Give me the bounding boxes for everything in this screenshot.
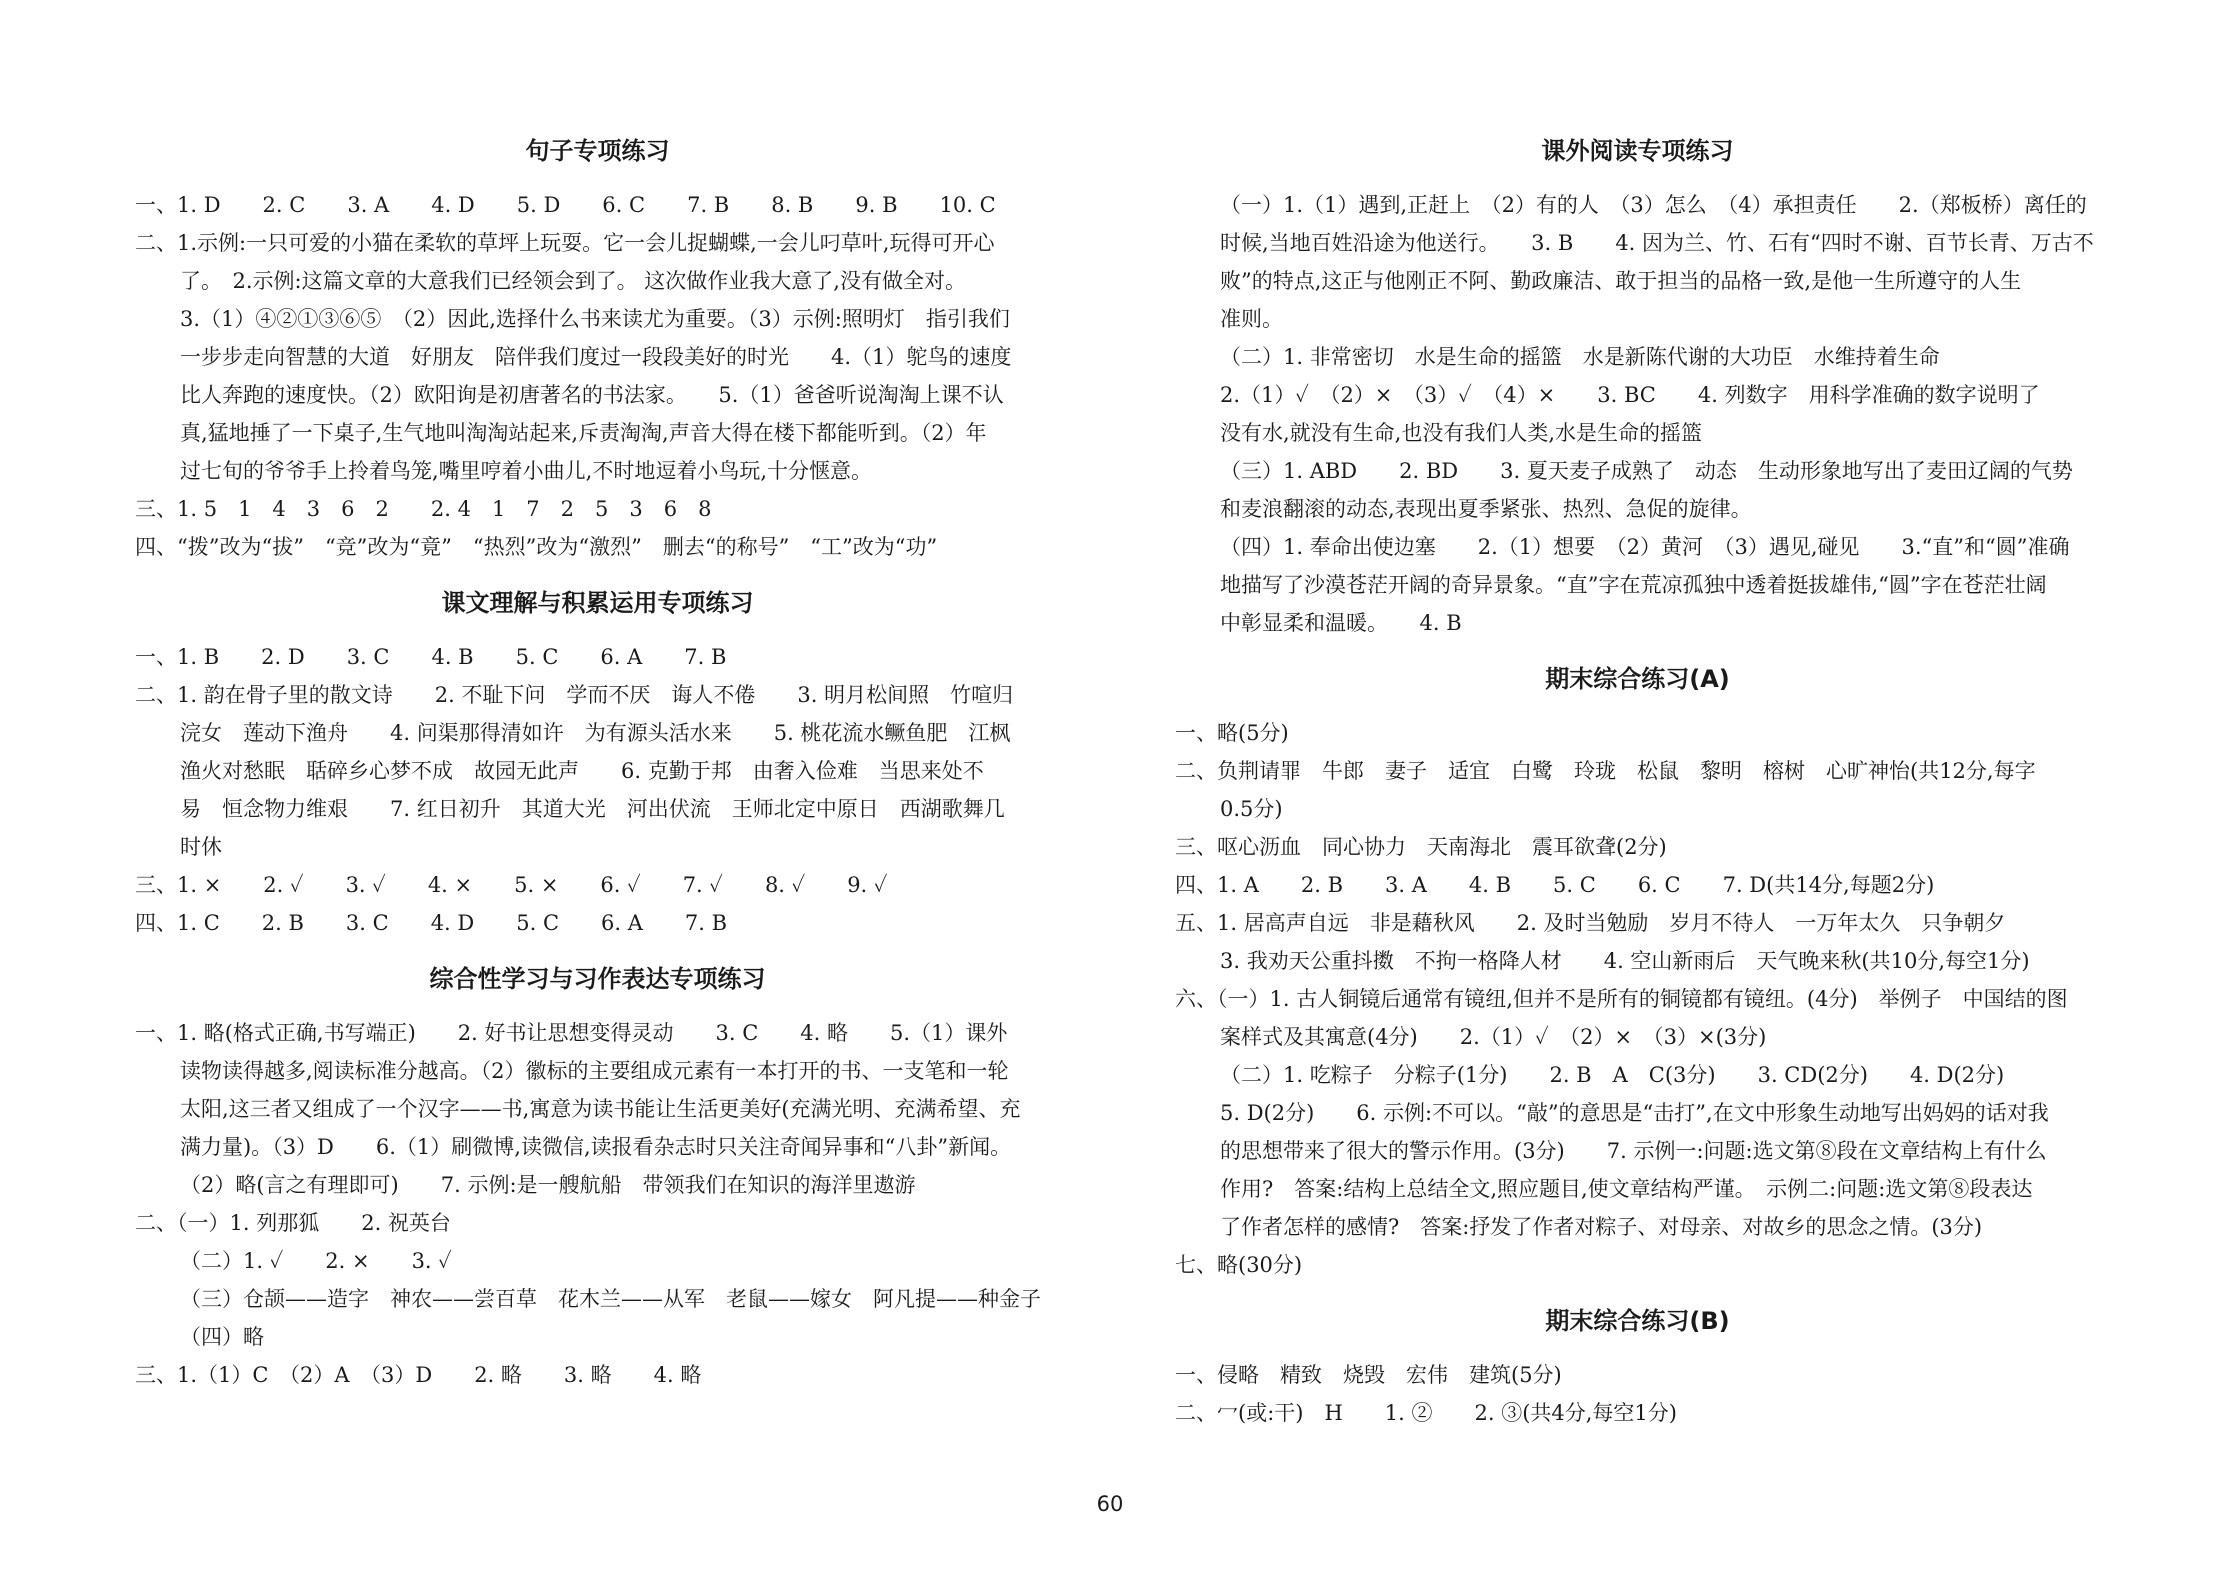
answer-line: 真,猛地捶了一下桌子,生气地叫淘淘站起来,斥责淘淘,声音大得在楼下都能听到。（2）年 (180, 421, 987, 445)
answer-line: 四、“拨”改为“拔” “竞”改为“竟” “热烈”改为“激烈” 删去“的称号” “工”改为“功” (135, 535, 938, 559)
answer-line: 一步步走向智慧的大道 好朋友 陪伴我们度过一段段美好的时光 4.（1）鸵鸟的速度 (180, 345, 1012, 369)
answer-line: 二、1. 韵在骨子里的散文诗 2. 不耻下问 学而不厌 诲人不倦 3. 明月松间照 竹喧归 (135, 683, 1014, 707)
answer-line: （四）略 (180, 1325, 264, 1349)
answer-line: 满力量)。（3）D 6.（1）刷微博,读微信,读报看杂志时只关注奇闻异事和“八卦”新闻。 (180, 1135, 1012, 1159)
answer-line: 时候,当地百姓沿途为他送行。 3. B 4. 因为兰、竹、石有“四时不谢、百节长青、万古不 (1220, 231, 2094, 255)
answer-line: 准则。 (1220, 307, 1283, 331)
answer-line: 过七旬的爷爷手上拎着鸟笼,嘴里哼着小曲儿,不时地逗着小鸟玩,十分惬意。 (180, 459, 873, 483)
answer-line: 读物读得越多,阅读标准分越高。（2）徽标的主要组成元素有一本打开的书、一支笔和一轮 (180, 1059, 1009, 1083)
section-title: 综合性学习与习作表达专项练习 (429, 965, 766, 993)
answer-line: 易 恒念物力维艰 7. 红日初升 其道大光 河出伏流 王师北定中原日 西湖歌舞几 (180, 797, 1005, 821)
answer-line: （二）1. 非常密切 水是生命的摇篮 水是新陈代谢的大功臣 水维持着生命 (1220, 345, 1940, 369)
answer-line: 渔火对愁眠 聒碎乡心梦不成 故园无此声 6. 克勤于邦 由奢入俭难 当思来处不 (180, 759, 984, 783)
answer-line: （2）略(言之有理即可) 7. 示例:是一艘航船 带领我们在知识的海洋里遨游 (180, 1173, 916, 1197)
answer-line: 了作者怎样的感情? 答案:抒发了作者对粽子、对母亲、对故乡的思念之情。(3分) (1220, 1215, 1983, 1239)
section-title: 期末综合练习(A) (1545, 665, 1730, 693)
answer-line: 五、1. 居高声自远 非是藉秋风 2. 及时当勉励 岁月不待人 一万年太久 只争朝夕 (1175, 911, 2006, 935)
answer-line: （二）1. ✓ 2. × 3. ✓ (180, 1249, 452, 1273)
answer-line: 和麦浪翻滚的动态,表现出夏季紧张、热烈、急促的旋律。 (1220, 497, 1752, 521)
answer-line: （一）1.（1）遇到,正赶上 （2）有的人 （3）怎么 （4）承担责任 2.（郑板桥）离任的 (1220, 193, 2087, 217)
answer-line: 作用? 答案:结构上总结全文,照应题目,使文章结构严谨。 示例二:问题:选文第⑧段表达 (1220, 1177, 2033, 1201)
answer-line: 案样式及其寓意(4分) 2.（1）✓ （2）× （3）×(3分) (1220, 1025, 1767, 1049)
section-title: 句子专项练习 (525, 137, 670, 165)
answer-line: 太阳,这三者又组成了一个汉字——书,寓意为读书能让生活更美好(充满光明、充满希望、充 (180, 1097, 1021, 1121)
answer-line: 三、1. 5 1 4 3 6 2 2. 4 1 7 2 5 3 6 8 (135, 497, 712, 521)
answer-line: 一、1. B 2. D 3. C 4. B 5. C 6. A 7. B (135, 645, 727, 669)
answer-line: 二、冖(或:干) H 1. ② 2. ③(共4分,每空1分) (1175, 1401, 1677, 1425)
answer-line: 四、1. A 2. B 3. A 4. B 5. C 6. C 7. D(共14分,每题2分) (1175, 873, 1935, 897)
answer-line: 三、1.（1）C （2）A （3）D 2. 略 3. 略 4. 略 (135, 1363, 702, 1387)
answer-line: （二）1. 吃粽子 分粽子(1分) 2. B A C(3分) 3. CD(2分) 4. D(2分) (1220, 1063, 2005, 1087)
answer-line: 一、1. D 2. C 3. A 4. D 5. D 6. C 7. B 8. B 9. B 10. C (135, 193, 996, 217)
section-title: 期末综合练习(B) (1545, 1307, 1730, 1335)
right-column (1175, 120, 2100, 1432)
answer-line: 六、（一）1. 古人铜镜后通常有镜纽,但并不是所有的铜镜都有镜纽。(4分) 举例子 中国结的图 (1175, 987, 2068, 1011)
answer-line: 比人奔跑的速度快。（2）欧阳询是初唐著名的书法家。 5.（1）爸爸听说淘淘上课不认 (180, 383, 1004, 407)
answer-line: 二、1.示例:一只可爱的小猫在柔软的草坪上玩耍。它一会儿捉蝴蝶,一会儿叼草叶,玩得可开心 (135, 231, 995, 255)
answer-line: 没有水,就没有生命,也没有我们人类,水是生命的摇篮 (1220, 421, 1703, 445)
answer-line: 2.（1）✓ （2）× （3）✓ （4）× 3. BC 4. 列数字 用科学准确的数字说明了 (1220, 383, 2040, 407)
answer-line: （四）1. 奉命出使边塞 2.（1）想要 （2）黄河 （3）遇见,碰见 3.“直”和“圆”准确 (1220, 535, 2070, 559)
answer-line: 一、略(5分) (1175, 721, 1289, 745)
section-title: 课文理解与积累运用专项练习 (441, 589, 754, 617)
answer-line: （三）仓颉——造字 神农——尝百草 花木兰——从军 老鼠——嫁女 阿凡提——种金子 (180, 1287, 1041, 1311)
answer-line: 3.（1）④②①③⑥⑤ （2）因此,选择什么书来读尤为重要。（3）示例:照明灯 指引我们 (180, 307, 1010, 331)
answer-line: 地描写了沙漠苍茫开阔的奇异景象。“直”字在荒凉孤独中透着挺拔雄伟,“圆”字在苍茫壮阔 (1220, 573, 2047, 597)
answer-line: 了。 2.示例:这篇文章的大意我们已经领会到了。 这次做作业我大意了,没有做全对。 (180, 269, 966, 293)
answer-line: 浣女 莲动下渔舟 4. 问渠那得清如许 为有源头活水来 5. 桃花流水鳜鱼肥 江枫 (180, 721, 1011, 745)
answer-line: 3. 我劝天公重抖擞 不拘一格降人材 4. 空山新雨后 天气晚来秋(共10分,每空1分) (1220, 949, 2030, 973)
answer-line: 的思想带来了很大的警示作用。(3分) 7. 示例一:问题:选文第⑧段在文章结构上有什么 (1220, 1139, 2047, 1163)
answer-line: 二、（一）1. 列那狐 2. 祝英台 (135, 1211, 451, 1235)
answer-line: 一、1. 略(格式正确,书写端正) 2. 好书让思想变得灵动 3. C 4. 略 5.（1）课外 (135, 1021, 1008, 1045)
answer-line: 七、略(30分) (1175, 1253, 1303, 1277)
answer-line: （三）1. ABD 2. BD 3. 夏天麦子成熟了 动态 生动形象地写出了麦田辽阔的气势 (1220, 459, 2073, 483)
answer-line: 5. D(2分) 6. 示例:不可以。“敲”的意思是“击打”,在文中形象生动地写出妈妈的话对我 (1220, 1101, 2049, 1125)
answer-line: 四、1. C 2. B 3. C 4. D 5. C 6. A 7. B (135, 911, 728, 935)
answer-line: 三、1. × 2. ✓ 3. ✓ 4. × 5. × 6. ✓ 7. ✓ 8. ✓ 9. ✓ (135, 873, 888, 897)
answer-line: 中彰显柔和温暖。 4. B (1220, 611, 1462, 635)
left-column (135, 120, 1060, 1394)
page-number: 60 (1096, 1492, 1124, 1516)
answer-line: 一、侵略 精致 烧毁 宏伟 建筑(5分) (1175, 1363, 1562, 1387)
answer-line: 二、负荆请罪 牛郎 妻子 适宜 白鹭 玲珑 松鼠 黎明 榕树 心旷神怡(共12分,每字 (1175, 759, 2036, 783)
section-title: 课外阅读专项练习 (1541, 137, 1734, 165)
answer-line: 时休 (180, 835, 222, 859)
answer-line: 败”的特点,这正与他刚正不阿、勤政廉洁、敢于担当的品格一致,是他一生所遵守的人生 (1220, 269, 2022, 293)
answer-line: 0.5分) (1220, 797, 1283, 821)
answer-line: 三、呕心沥血 同心协力 天南海北 震耳欲聋(2分) (1175, 835, 1667, 859)
